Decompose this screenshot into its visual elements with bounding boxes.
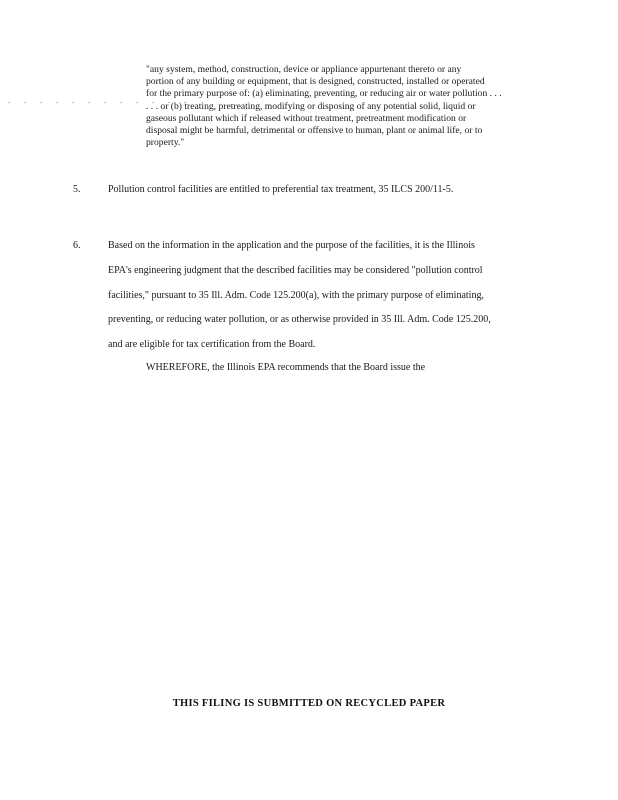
quote-line: . . . or (b) treating, pretreating, modifying or disposing of any potential solid, liquid or	[146, 100, 476, 112]
paragraph-line: preventing, or reducing water pollution, or as otherwise provided in 35 Ill. Adm. Code 125.200,	[108, 314, 491, 325]
quote-line: gaseous pollutant which if released without treatment, pretreatment modification or	[146, 112, 467, 124]
paragraph-number: 5.	[73, 184, 81, 195]
wherefore-clause: WHEREFORE, the Illinois EPA recommends that the Board issue the	[146, 362, 426, 373]
paragraph-line: and are eligible for tax certification from the Board.	[108, 339, 316, 350]
quote-line: for the primary purpose of: (a) eliminating, preventing, or reducing air or water pollution . . .	[146, 88, 502, 100]
quote-line: "any system, method, construction, device or appliance appurtenant thereto or any	[146, 64, 462, 75]
quote-line: property."	[146, 137, 185, 149]
quote-line: disposal might be harmful, detrimental or offensive to human, plant or animal life, or to	[146, 125, 483, 137]
recycled-paper-footer: THIS FILING IS SUBMITTED ON RECYCLED PAPER	[172, 698, 446, 709]
paragraph-line: Based on the information in the application and the purpose of the facilities, it is the Illinois	[108, 240, 475, 251]
paragraph-line: facilities," pursuant to 35 Ill. Adm. Code 125.200(a), with the primary purpose of eliminating,	[108, 290, 484, 301]
paragraph-number: 6.	[73, 240, 81, 251]
quote-line: portion of any building or equipment, that is designed, constructed, installed or operated	[146, 76, 485, 88]
margin-dotted-leader: . . . . . . . . . . . .	[8, 96, 192, 105]
paragraph-line: EPA's engineering judgment that the described facilities may be considered "pollution control	[108, 265, 483, 276]
block-quote-definition	[146, 64, 538, 149]
paragraph-text: Pollution control facilities are entitled to preferential tax treatment, 35 ILCS 200/11-5.	[108, 184, 454, 195]
